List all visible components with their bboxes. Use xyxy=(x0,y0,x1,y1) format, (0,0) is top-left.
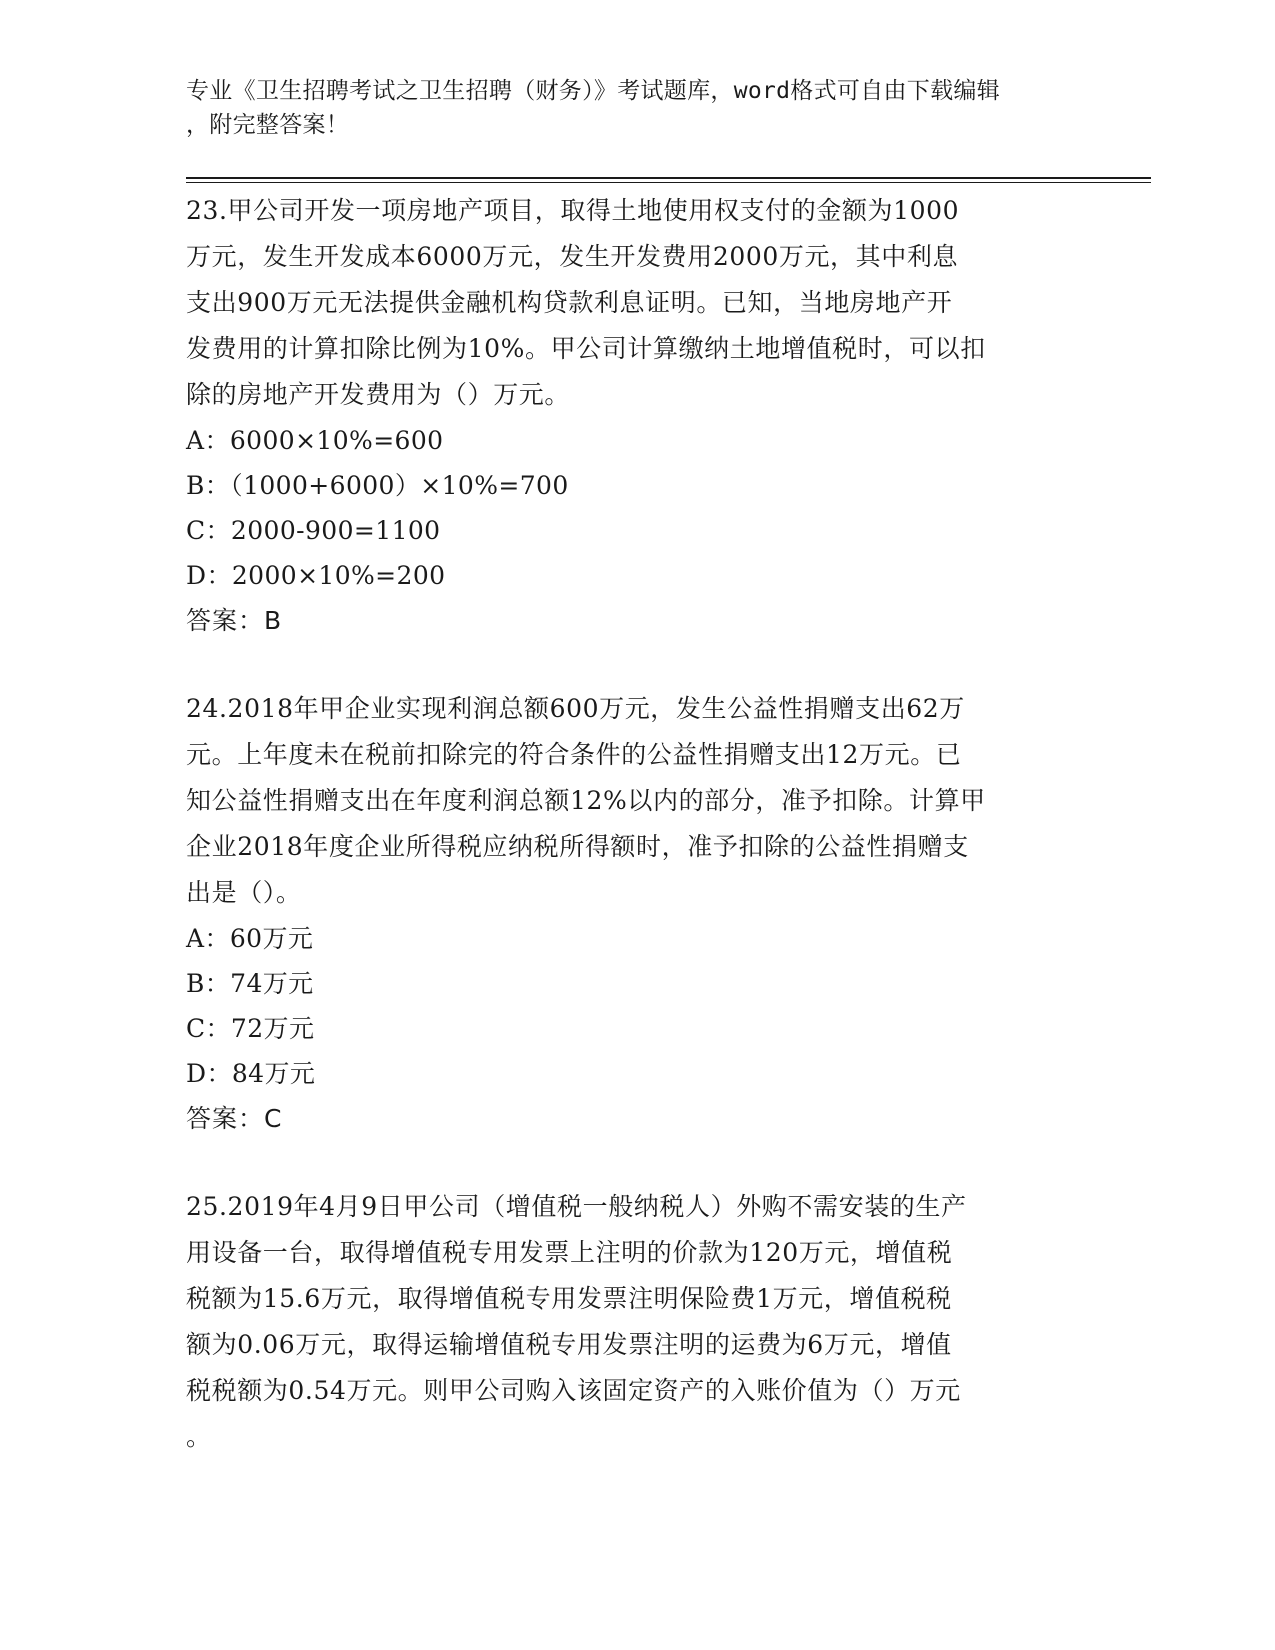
question-text-line: 元。上年度未在税前扣除完的符合条件的公益性捐赠支出12万元。已 xyxy=(186,740,962,769)
option-c: C：72万元 xyxy=(186,1014,315,1043)
question-text-line: 24.2018年甲企业实现利润总额600万元，发生公益性捐赠支出62万 xyxy=(186,694,965,723)
option-a: A：60万元 xyxy=(186,924,314,953)
question-text-line: 支出900万元无法提供金融机构贷款利息证明。已知，当地房地产开 xyxy=(186,288,953,317)
question-text-line: 发费用的计算扣除比例为10%。甲公司计算缴纳土地增值税时，可以扣 xyxy=(186,334,986,363)
question-24 xyxy=(186,686,1086,1142)
option-d: D：2000×10%=200 xyxy=(186,561,446,590)
question-text-line: 企业2018年度企业所得税应纳税所得额时，准予扣除的公益性捐赠支 xyxy=(186,832,969,861)
question-text-line: 25.2019年4月9日甲公司（增值税一般纳税人）外购不需安装的生产 xyxy=(186,1192,967,1221)
question-text-line: 除的房地产开发费用为（）万元。 xyxy=(186,380,571,409)
document-header xyxy=(186,74,1066,142)
option-b: B：（1000+6000）×10%=700 xyxy=(186,471,569,500)
question-23 xyxy=(186,188,1086,644)
header-divider-thick xyxy=(186,177,1151,179)
answer-label: 答案：C xyxy=(186,1104,283,1133)
option-b: B：74万元 xyxy=(186,969,314,998)
option-a: A：6000×10%=600 xyxy=(186,426,444,455)
question-text-line: 知公益性捐赠支出在年度利润总额12%以内的部分，准予扣除。计算甲 xyxy=(186,786,986,815)
header-line-1: 专业《卫生招聘考试之卫生招聘（财务）》考试题库，word格式可自由下载编辑 xyxy=(186,78,1000,104)
option-c: C：2000-900=1100 xyxy=(186,516,441,545)
option-d: D：84万元 xyxy=(186,1059,316,1088)
question-text-line: 税额为15.6万元，取得增值税专用发票注明保险费1万元，增值税税 xyxy=(186,1284,952,1313)
question-list xyxy=(186,188,1086,1502)
question-text-line: 。 xyxy=(186,1422,212,1451)
header-divider-thin xyxy=(186,182,1151,183)
question-text-line: 税税额为0.54万元。则甲公司购入该固定资产的入账价值为（）万元 xyxy=(186,1376,961,1405)
answer-label: 答案：B xyxy=(186,606,283,635)
question-text-line: 额为0.06万元，取得运输增值税专用发票注明的运费为6万元，增值 xyxy=(186,1330,952,1359)
question-text-line: 出是（）。 xyxy=(186,878,302,907)
question-25 xyxy=(186,1184,1086,1460)
question-text-line: 23.甲公司开发一项房地产项目，取得土地使用权支付的金额为1000 xyxy=(186,196,960,225)
question-text-line: 万元，发生开发成本6000万元，发生开发费用2000万元，其中利息 xyxy=(186,242,959,271)
header-line-2: ，附完整答案！ xyxy=(186,112,350,138)
question-text-line: 用设备一台，取得增值税专用发票上注明的价款为120万元，增值税 xyxy=(186,1238,953,1267)
